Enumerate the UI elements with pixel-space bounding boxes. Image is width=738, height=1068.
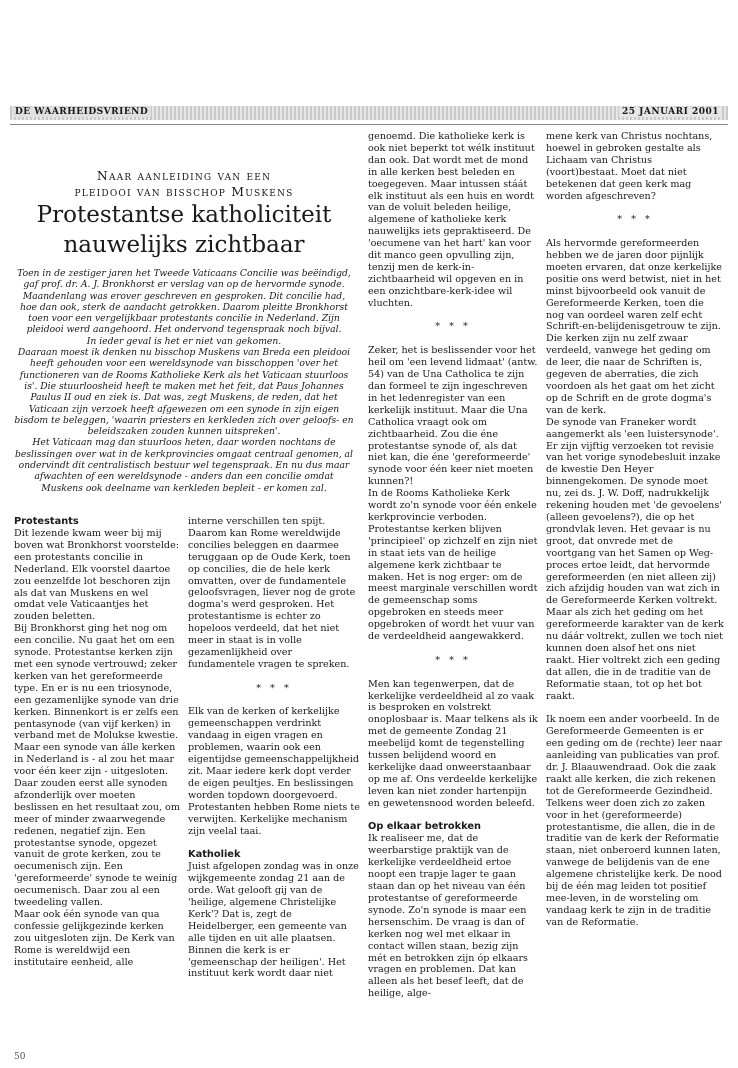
column-3 xyxy=(368,131,538,1000)
kicker-line: pleidooi van bisschop Muskens xyxy=(74,184,294,199)
page-header xyxy=(10,106,728,120)
body-paragraph: genoemd. Die katholieke kerk is ook niet beperkt tot wélk instituut dan ook. Dat wordt met de mond in alle kerken best beleden en toegegeven. Maar intussen stáát elk instituut als een huis en wordt van de voluit beleden heilige, algemene of katholieke kerk nauwelijks iets gepraktiseerd. De 'oecumene van het hart' kan voor dit manco geen opvulling zijn, tenzij men de kerk-in-zichtbaarheid wil opgeven en in een onzichtbare-kerk-idee wil vluchten. xyxy=(368,131,535,309)
kicker-line: Naar aanleiding van een xyxy=(96,168,272,183)
intro-paragraph: In ieder geval is het er niet van gekomen. xyxy=(86,335,282,347)
article-kicker xyxy=(14,168,354,200)
body-paragraph: interne verschillen ten spijt. Daarom kan Rome wereldwijde concilies beleggen en daarmee teruggaan op de Oude Kerk, toen op concilies, die de hele kerk omvatten, over de fundamentele geloofsvragen, liever nog de grote dogma's werd gesproken. Het protestantisme is echter zo hopeloos verdeeld, dat het niet meer in staat is in volle gezamenlijkheid over fundamentele vragen te spreken. xyxy=(188,516,356,670)
section-heading: Op elkaar betrokken xyxy=(368,821,482,833)
spacer xyxy=(368,643,538,655)
section-divider: * * * xyxy=(435,654,471,666)
body-paragraph: mene kerk van Christus nochtans, hoewel in gebroken gestalte als Lichaam van Christus (voort)bestaat. Moet dat niet betekenen dat geen kerk mag worden afgeschreven? xyxy=(546,131,713,202)
intro-paragraph: Daaraan moest ik denken nu bisschop Muskens van Breda een pleidooi heeft gehouden voor een wereldsynode van bisschoppen 'over het functioneren van de Rooms Katholieke Kerk als het Vaticaan stuurloos is'. Die stuurloosheid heeft te maken met het feit, dat Paus Johannes Paulus II oud en ziek is. Dat was, zegt Muskens, de reden, dat het Vaticaan zijn verzoek heeft afgewezen om een synode in zijn eigen bisdom te beleggen, 'waarin priesters en kerkleden zich over geloofs- en beleidszaken zouden kunnen uitspreken'. xyxy=(14,347,354,438)
body-paragraph: Als hervormde gereformeerden hebben we de jaren door pijnlijk moeten ervaren, dat onze kerkelijke positie ons werd betwist, niet in het minst bijvoorbeeld ook vanuit de Gereformeerde Kerken, toen die nog van oordeel waren zelf echt Schrift-en-belijdenisgetrouw te zijn. Die kerken zijn nu zelf zwaar verdeeld, vanwege het geding om de leer, die naar de Schriften is, gegeven de aberraties, die zich voordoen als het gaat om het zicht op de Schrift en de grote dogma's van de kerk. xyxy=(546,238,722,416)
body-paragraph: Ik noem een ander voorbeeld. In de Gereformeerde Gemeenten is er een geding om de (rechte) leer naar aanleiding van publicaties van prof. dr. J. Blaauwendraad. Ook die zaak raakt alle kerken, die zich rekenen tot de Gereformeerde Gezindheid. Telkens weer doen zich zo zaken voor in het (gereformeerde) protestantisme, die allen, die in de traditie van de kerk der Reformatie staan, niet onberoerd kunnen laten, vanwege de belijdenis van de ene algemene christelijke kerk. De nood bij de één mag leiden tot positief mee-leven, in de worsteling om vandaag kerk te zijn in de traditie van de Reformatie. xyxy=(546,714,722,928)
body-paragraph: In de Rooms Katholieke Kerk wordt zo'n synode voor één enkele kerkprovincie verboden. Protestantse kerken blijven 'principieel' op zichzelf en zijn niet in staat iets van de heilige algemene kerk zichtbaar te maken. Het is nog erger: om de meest marginale verschillen wordt de gemeenschap soms opgebroken en steeds meer opgebroken of wordt het vuur van de verdeeldheid aangewakkerd. xyxy=(368,488,538,643)
body-paragraph: Juist afgelopen zondag was in onze wijkgemeente zondag 21 aan de orde. Wat gelooft gij van de 'heilige, algemene Christelijke Kerk'? Dat is, zegt de Heidelberger, een gemeente van alle tijden en uit alle plaatsen. Binnen die kerk is er 'gemeenschap der heiligen'. Het instituut kerk wordt daar niet xyxy=(188,861,359,980)
publication-name: DE WAARHEIDSVRIEND xyxy=(12,107,151,117)
article-title xyxy=(14,200,354,260)
section-heading: Katholiek xyxy=(188,849,241,861)
body-paragraph: Zeker, het is beslissender voor het heil om 'een levend lidmaat' (antw. 54) van de Una Catholica te zijn dan formeel te zijn ingeschreven in het ledenregister van een kerkelijk instituut. Maar die Una Catholica vraagt ook om zichtbaarheid. Zou die éne protestantse synode of, als dat niet kan, die éne 'gereformeerde' synode voor één keer niet moeten kunnen?! xyxy=(368,345,538,488)
body-paragraph: Elk van de kerken of kerkelijke gemeenschappen verdrinkt vandaag in eigen vragen en problemen, waarin ook een eigentijdse gemeenschappelijkheid zit. Maar iedere kerk dopt verder de eigen peultjes. En beslissingen worden topdown doorgevoerd. Protestanten hebben Rome niets te verwijten. Kerkelijke mechanism zijn veelal taai. xyxy=(188,706,360,837)
spacer xyxy=(188,837,360,849)
spacer xyxy=(546,226,724,238)
title-line: nauwelijks zichtbaar xyxy=(63,232,305,258)
body-paragraph: Maar een synode van álle kerken in Nederland is - al zou het maar voor één keer zijn - uitgesloten. Daar zouden eerst alle synoden afzonderlijk over moeten beslissen en het resultaat zou, om meer of minder zwaarwegende redenen, negatief zijn. Een protestantse synode, opgezet vanuit de grote kerken, zou te oecumenisch zijn. Een 'gereformeerde' synode te weinig oecumenisch. Daar zou al een tweedeling vallen. xyxy=(14,742,180,909)
page-number: 50 xyxy=(14,1052,26,1062)
body-paragraph: De synode van Franeker wordt aangemerkt als 'een luistersynode'. Er zijn vijftig verzoeken tot revisie van het vorige synodebesluit inzake de kwestie Den Heyer binnengekomen. De synode moet nu, zei ds. J. W. Doff, nadrukkelijk rekening houden met 'de gevoelens' (alleen gevoelens?), die op het grondvlak leven. Het gevaar is nu groot, dat onvrede met de voortgang van het Samen op Weg-proces ertoe leidt, dat hervormde gereformeerden (en niet alleen zij) zich afzijdig houden van wat zich in de Gereformeerde Kerken voltrekt. Maar als zich het geding om het gereformeerde karakter van de kerk nu dáár voltrekt, zullen we toch niet kunnen doen alsof het ons niet raakt. Hier voltrekt zich een geding dat allen, die in de traditie van de Reformatie staan, tot op het bot raakt. xyxy=(546,416,724,702)
body-paragraph: Ik realiseer me, dat de weerbarstige praktijk van de kerkelijke verdeeldheid ertoe noopt een trapje lager te gaan staan dan op het niveau van één protestantse of gereformeerde synode. Zo'n synode is maar een hersenschim. De vraag is dan of kerken nog wel met elkaar in contact willen staan, bezig zijn mét en betrokken zijn óp elkaars vragen en problemen. Dat kan alleen als het besef leeft, dat de heilige, alge- xyxy=(368,833,528,1000)
section-heading: Protestants xyxy=(14,516,79,527)
title-line: Protestantse katholiciteit xyxy=(36,202,332,228)
article-intro xyxy=(14,268,354,494)
section-divider: * * * xyxy=(256,682,292,694)
spacer xyxy=(368,667,538,679)
spacer xyxy=(546,702,724,714)
spacer xyxy=(188,671,360,683)
publication-date: 25 JANUARI 2001 xyxy=(619,107,722,117)
spacer xyxy=(188,695,360,707)
spacer xyxy=(546,202,724,214)
column-4 xyxy=(546,131,724,929)
intro-paragraph: Het Vaticaan mag dan stuurloos heten, daar worden nochtans de beslissingen over wat in de kerkprovincies omgaat centraal genomen, al ondervindt dit centralistisch bestuur wel tegenspraak. En nu dus maar afwachten of een wereldsynode - anders dan een concilie omdat Muskens ook deelname van kerkleden bepleit - er komen zal. xyxy=(15,437,353,494)
spacer xyxy=(368,333,538,345)
body-paragraph: Men kan tegenwerpen, dat de kerkelijke verdeeldheid al zo vaak is besproken en volstrekt onoplosbaar is. Maar telkens als ik met de gemeente Zondag 21 meebelijd komt de tegenstelling tussen belijdend woord en kerkelijke daad onweerstaanbaar op me af. Ons verdeelde kerkelijke leven kan niet zonder hartenpijn en gewetensnood worden beleefd. xyxy=(368,678,538,809)
section-divider: * * * xyxy=(435,321,471,333)
body-paragraph: Bij Bronkhorst ging het nog om een concilie. Nu gaat het om een synode. Protestantse kerken zijn met een synode vertrouwd; zeker kerken van het gereformeerde type. En er is nu een triosynode, een gezamenlijke synode van drie kerken. Binnenkort is er zelfs een pentasynode (van vijf kerken) in verband met de Molukse kwestie. xyxy=(14,623,179,742)
spacer xyxy=(368,310,538,322)
body-paragraph: Dit lezende kwam weer bij mij boven wat Bronkhorst voorstelde: een protestants concilie in Nederland. Elk voorstel daartoe zou eenzelfde lot beschoren zijn als dat van Muskens en wel omdat vele Vaticaantjes het zouden beletten. xyxy=(14,528,179,623)
header-rule xyxy=(10,124,728,125)
column-1 xyxy=(14,516,180,969)
section-divider: * * * xyxy=(617,214,653,226)
column-2 xyxy=(188,516,360,980)
body-paragraph: Maar ook één synode van qua confessie gelijkgezinde kerken zou uitgesloten zijn. De Kerk van Rome is wereldwijd een institutaire eenheid, alle xyxy=(14,909,175,968)
intro-paragraph: Toen in de zestiger jaren het Tweede Vaticaans Concilie was beëindigd, gaf prof. dr. A. J. Bronkhorst er verslag van op de hervormde synode. Maandenlang was erover geschreven en gesproken. Dit concilie had, hoe dan ook, sterk de aandacht getrokken. Daarom pleitte Bronkhorst toen voor een vergelijkbaar protestants concilie in Nederland. Zijn pleidooi werd aangehoord. Het ondervond tegenspraak noch bijval. xyxy=(17,268,351,336)
spacer xyxy=(368,810,538,822)
